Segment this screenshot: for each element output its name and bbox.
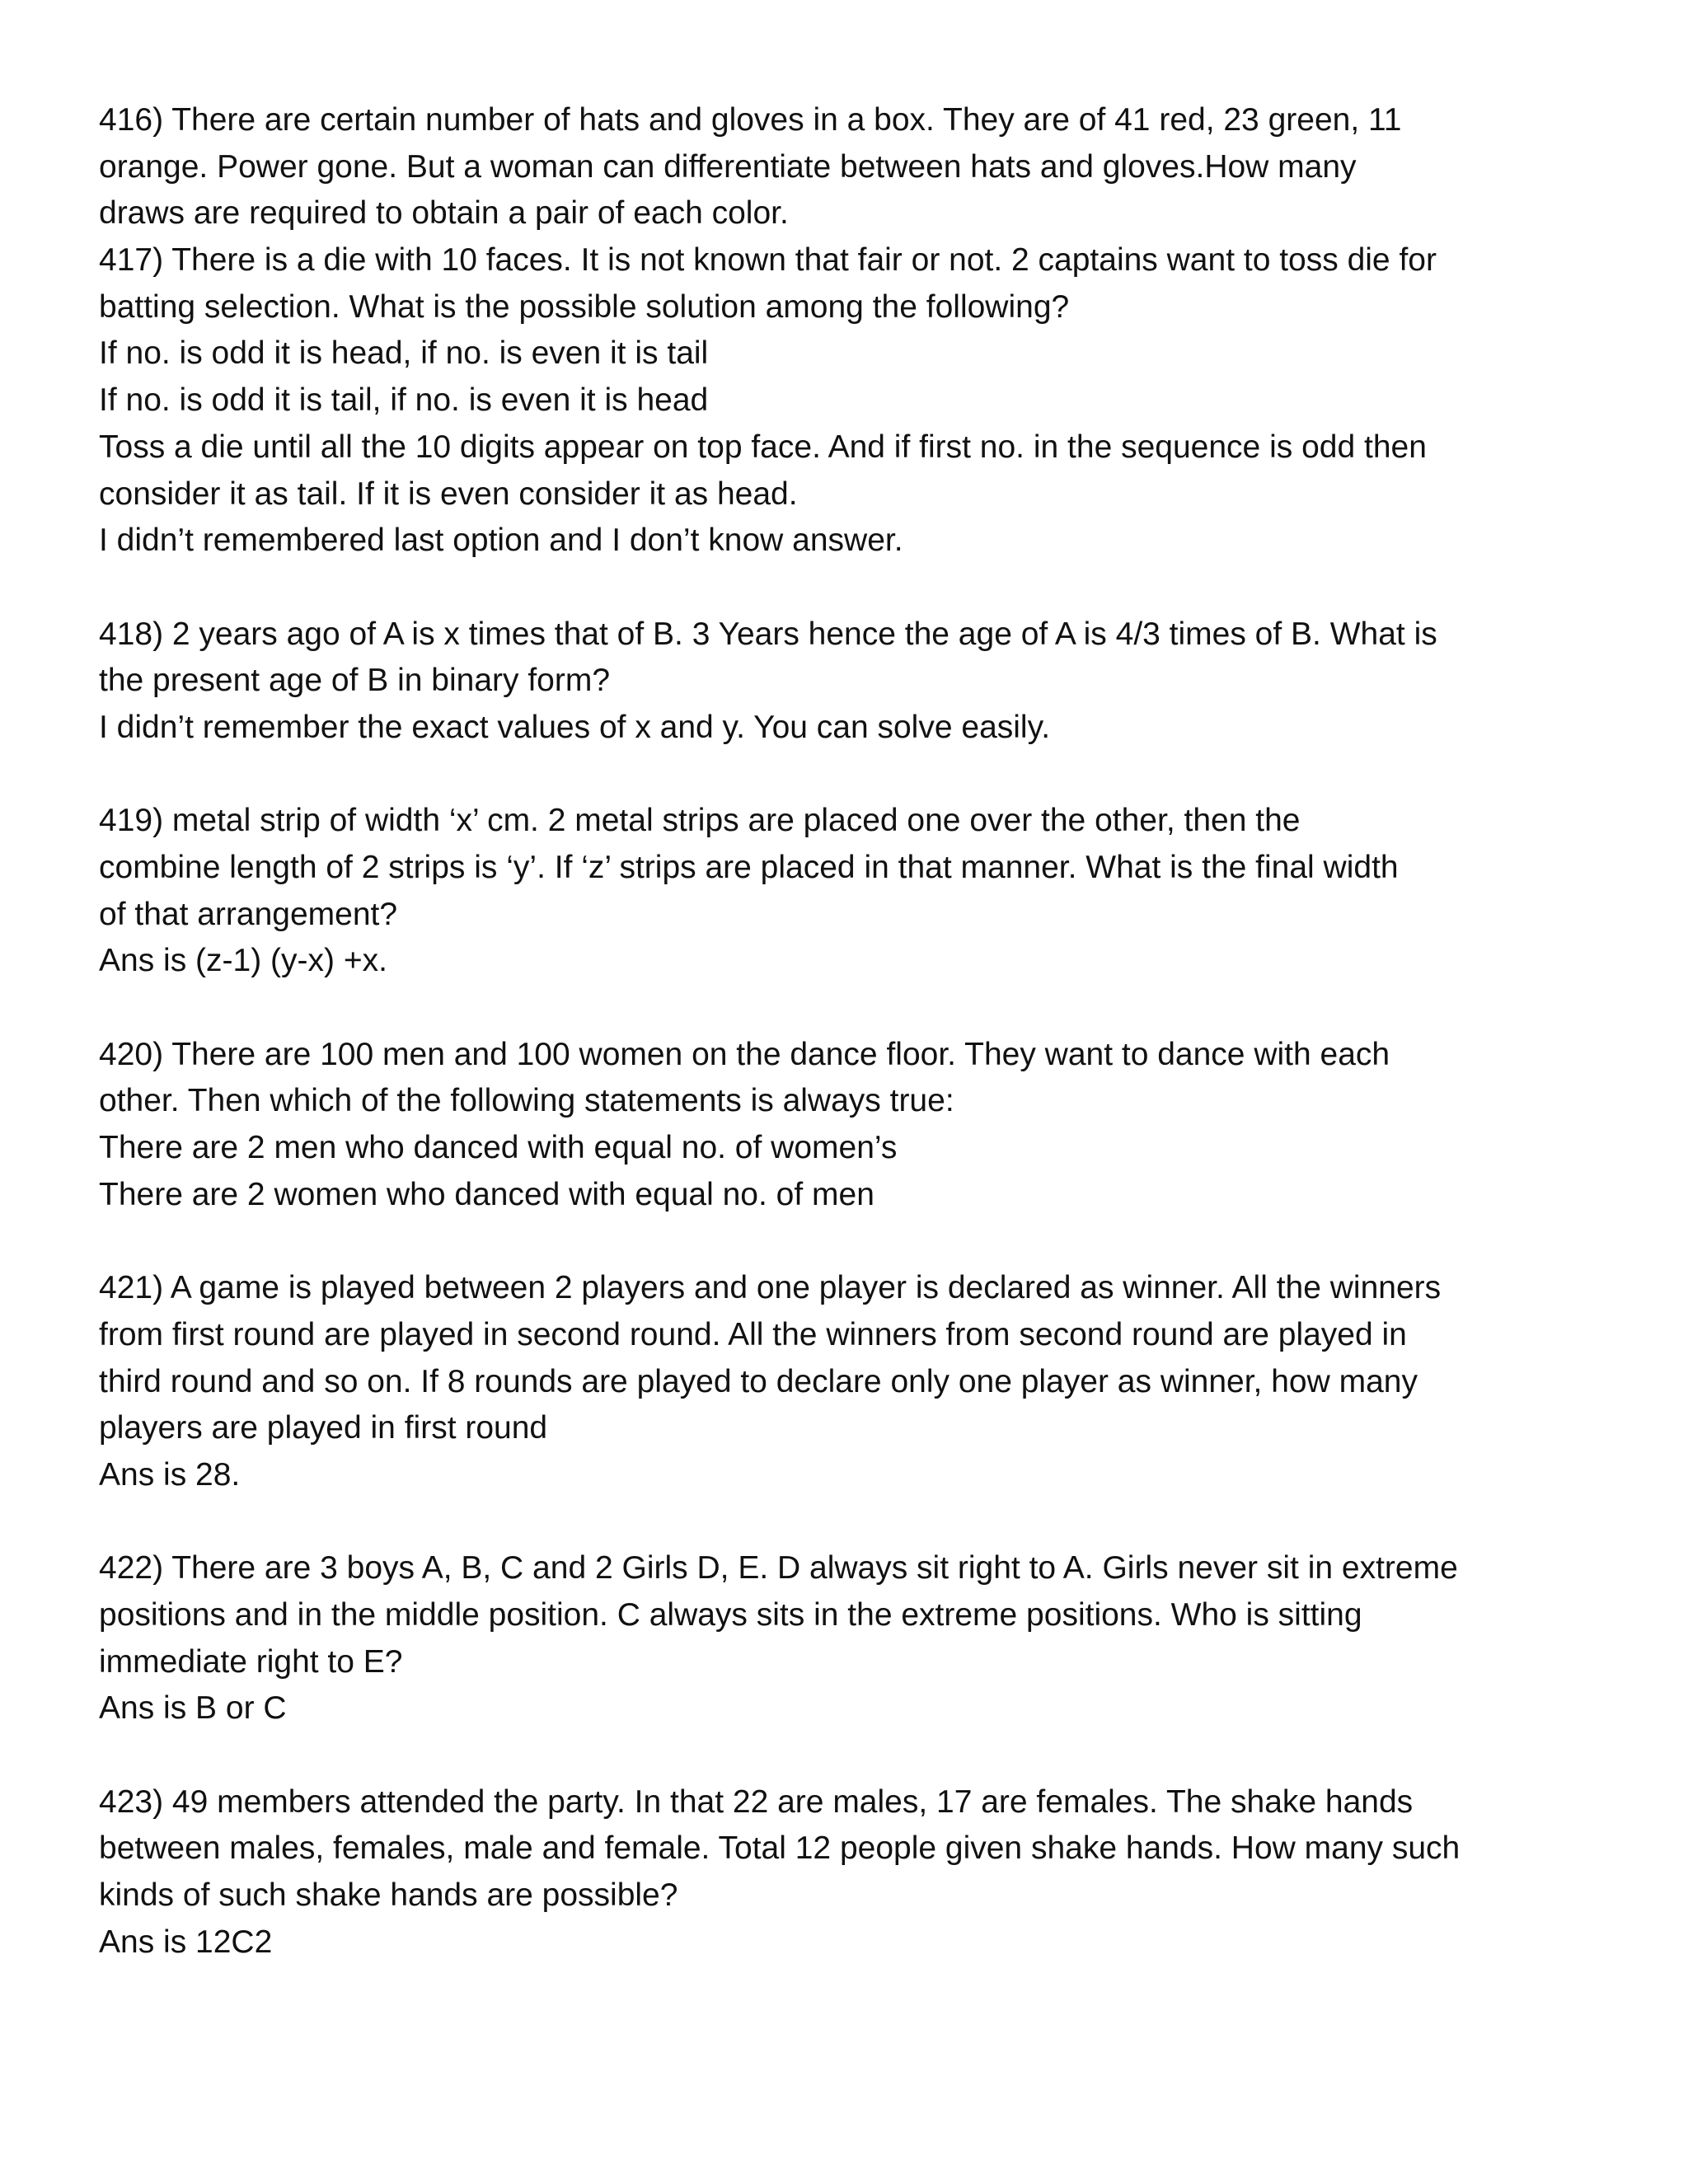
document-page (99, 97, 1632, 1966)
paragraph-gap (99, 985, 1632, 1032)
answer-line: Ans is (z-1) (y-x) +x. (99, 943, 387, 979)
option-line: If no. is odd it is tail, if no. is even it is head (99, 382, 709, 419)
note-line: I didn’t remember the exact values of x and y. You can solve easily. (99, 709, 1051, 745)
option-line: There are 2 men who danced with equal no. of women’s (99, 1130, 898, 1166)
text-line: kinds of such shake hands are possible? (99, 1877, 678, 1914)
paragraph-gap (99, 1499, 1632, 1546)
text-line: immediate right to E? (99, 1643, 403, 1680)
text-line: players are played in first round (99, 1410, 548, 1446)
text-line: orange. Power gone. But a woman can differentiate between hats and gloves.How many (99, 148, 1357, 185)
text-line: the present age of B in binary form? (99, 663, 611, 699)
answer-line: Ans is B or C (99, 1690, 287, 1727)
option-line: There are 2 women who danced with equal no. of men (99, 1176, 874, 1212)
text-line: 418) 2 years ago of A is x times that of B. 3 Years hence the age of A is 4/3 times of B. What is (99, 616, 1437, 652)
text-line: other. Then which of the following statements is always true: (99, 1083, 954, 1119)
question-419 (99, 798, 1632, 985)
text-line: of that arrangement? (99, 896, 398, 932)
question-416 (99, 97, 1632, 237)
question-422 (99, 1545, 1632, 1732)
question-423 (99, 1779, 1632, 1966)
text-line: combine length of 2 strips is ‘y’. If ‘z’ strips are placed in that manner. What is the final width (99, 850, 1399, 885)
text-line: 421) A game is played between 2 players and one player is declared as winner. All the winners (99, 1270, 1442, 1306)
text-line: draws are required to obtain a pair of each color. (99, 195, 789, 232)
text-line: between males, females, male and female. Total 12 people given shake hands. How many such (99, 1830, 1461, 1867)
option-line: Toss a die until all the 10 digits appear on top face. And if first no. in the sequence is odd then (99, 429, 1427, 465)
text-line: positions and in the middle position. C always sits in the extreme positions. Who is sitting (99, 1597, 1362, 1633)
paragraph-gap (99, 1219, 1632, 1266)
paragraph-gap (99, 1732, 1632, 1779)
option-line: If no. is odd it is head, if no. is even it is tail (99, 335, 709, 372)
note-line: I didn’t remembered last option and I don’t know answer. (99, 523, 903, 559)
text-line: 419) metal strip of width ‘x’ cm. 2 metal strips are placed one over the other, then the (99, 803, 1301, 839)
question-418 (99, 612, 1632, 752)
question-417 (99, 237, 1632, 565)
question-420 (99, 1032, 1632, 1219)
paragraph-gap (99, 565, 1632, 612)
text-line: 422) There are 3 boys A, B, C and 2 Girls D, E. D always sit right to A. Girls never sit in extreme (99, 1550, 1458, 1586)
paragraph-gap (99, 752, 1632, 799)
text-line: 423) 49 members attended the party. In that 22 are males, 17 are females. The shake hands (99, 1783, 1414, 1820)
text-line: 417) There is a die with 10 faces. It is not known that fair or not. 2 captains want to toss die for (99, 242, 1437, 279)
text-line: batting selection. What is the possible solution among the following? (99, 288, 1070, 325)
option-line: consider it as tail. If it is even consider it as head. (99, 476, 798, 512)
text-line: from first round are played in second round. All the winners from second round are played in (99, 1316, 1407, 1352)
question-421 (99, 1265, 1632, 1498)
text-line: 420) There are 100 men and 100 women on the dance floor. They want to dance with each (99, 1036, 1390, 1072)
text-line: 416) There are certain number of hats and gloves in a box. They are of 41 red, 23 green, 11 (99, 102, 1402, 138)
answer-line: Ans is 12C2 (99, 1924, 273, 1960)
text-line: third round and so on. If 8 rounds are played to declare only one player as winner, how many (99, 1363, 1418, 1399)
answer-line: Ans is 28. (99, 1456, 241, 1493)
